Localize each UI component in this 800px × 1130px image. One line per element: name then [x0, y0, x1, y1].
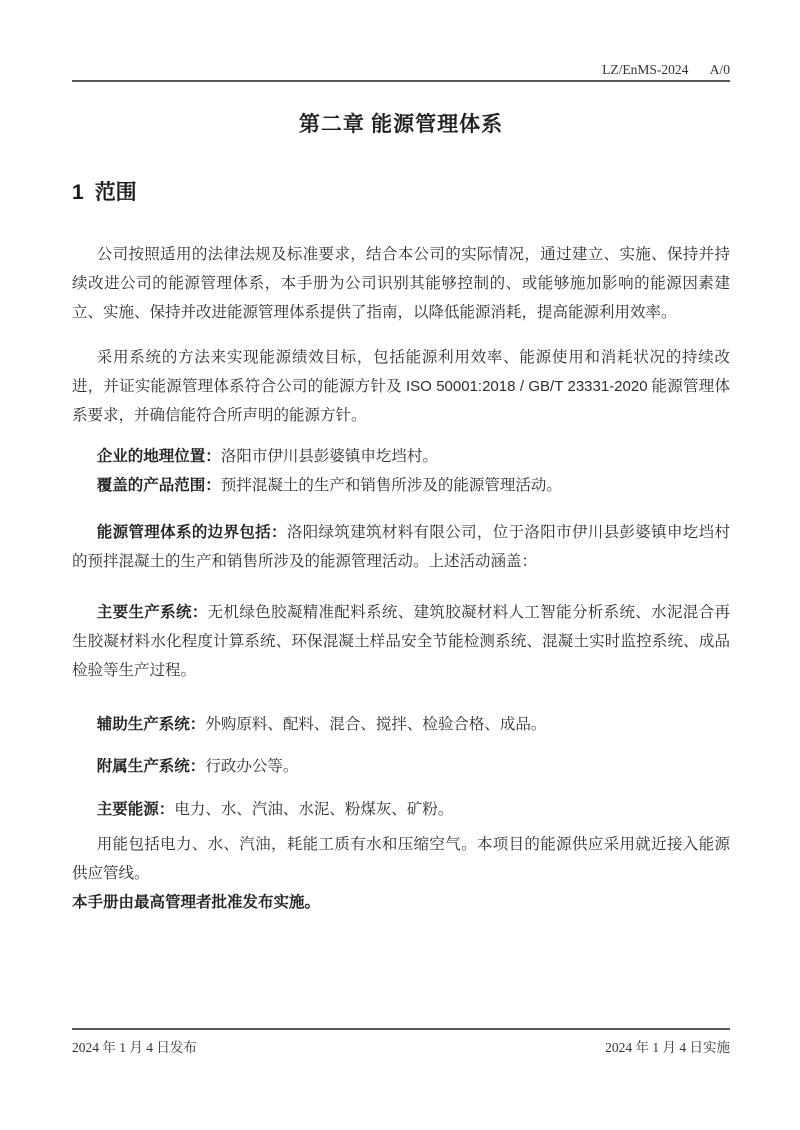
item-text: 洛阳绿筑建筑材料有限公司，位于洛阳市伊川县彭婆镇申圪垱村的预拌混凝土的生产和销售所涉及的能源管理活动。上述活动涵盖： [72, 524, 730, 570]
page-header [72, 62, 730, 82]
item-label: 能源管理体系的边界包括： [96, 524, 287, 541]
section-title: 范围 [94, 181, 137, 204]
labeled-item-main-production-systems [72, 598, 730, 685]
labeled-item-product-scope [72, 471, 730, 500]
item-label: 企业的地理位置： [96, 448, 221, 465]
chapter-title: 第二章 能源管理体系 [298, 112, 504, 136]
labeled-item-geographic-location [72, 442, 730, 471]
labeled-item-auxiliary-production-systems [72, 710, 730, 739]
doc-code: LZ/EnMS-2024 [602, 62, 689, 77]
page-content [72, 0, 730, 917]
item-label: 主要生产系统： [96, 604, 208, 621]
item-label: 覆盖的产品范围： [96, 477, 221, 494]
labeled-item-main-energy-sources [72, 795, 730, 824]
page-footer [72, 1028, 730, 1056]
item-text: 预拌混凝土的生产和销售所涉及的能源管理活动。 [220, 477, 562, 494]
paragraph-text-pre: 采用系统的方法来实现能源绩效目标，包括能源利用效率、能源使用和消耗状况的持续改进，并证实能源管理体系符合公司的能源方针及 [72, 349, 730, 395]
implement-date: 2024 年 1 月 4 日实施 [605, 1040, 730, 1055]
section-number: 1 [72, 181, 84, 204]
paragraph-scope-overview: 公司按照适用的法律法规及标准要求，结合本公司的实际情况，通过建立、实施、保持并持续改进公司的能源管理体系，本手册为公司识别其能够控制的、或能够施加影响的能源因素建立、实施、保持并改进能源管理体系提供了指南，以降低能源消耗，提高能源利用效率。 [72, 246, 730, 321]
item-text: 外购原料、配料、混合、搅拌、检验合格、成品。 [205, 716, 547, 733]
item-text: 洛阳市伊川县彭婆镇申圪垱村。 [220, 448, 438, 465]
labeled-item-system-boundary [72, 518, 730, 576]
item-label: 辅助生产系统： [96, 716, 206, 733]
item-text: 无机绿色胶凝精准配料系统、建筑胶凝材料人工智能分析系统、水泥混合再生胶凝材料水化程度计算系统、环保混凝土样品安全节能检测系统、混凝土实时监控系统、成品检验等生产过程。 [72, 604, 730, 679]
release-date: 2024 年 1 月 4 日发布 [72, 1040, 197, 1055]
section-heading [72, 176, 730, 206]
item-label: 附属生产系统： [96, 758, 206, 775]
paragraph-text-post: 能源管理体系要求，并确信能符合所声明的能源方针。 [72, 378, 730, 424]
item-text: 行政办公等。 [205, 758, 299, 775]
paragraph-energy-note: 用能包括电力、水、汽油，耗能工质有水和压缩空气。本项目的能源供应采用就近接入能源供应管线。 [72, 836, 730, 882]
doc-revision: A/0 [709, 62, 730, 77]
paragraph-systematic-approach [72, 343, 730, 430]
labeled-item-affiliated-production-systems [72, 752, 730, 781]
paragraph-approval-statement: 本手册由最高管理者批准发布实施。 [72, 894, 321, 911]
item-label: 主要能源： [96, 801, 175, 818]
item-text: 电力、水、汽油、水泥、粉煤灰、矿粉。 [174, 801, 454, 818]
standard-reference: ISO 50001:2018 / GB/T 23331-2020 [405, 378, 648, 395]
